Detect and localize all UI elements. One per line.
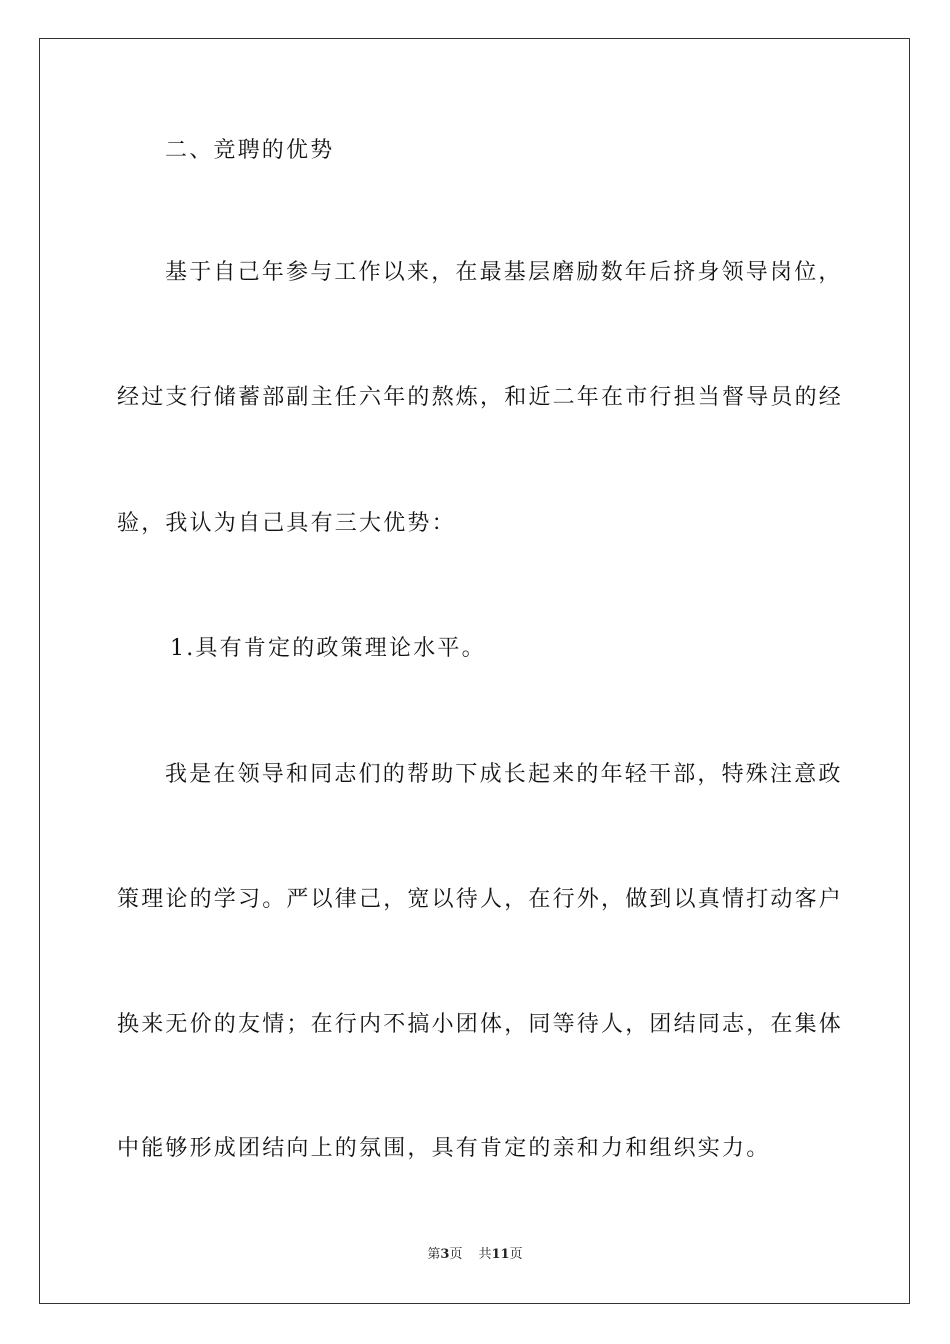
page-suffix: 页 [449, 1247, 463, 1262]
paragraph-line: 我是在领导和同志们的帮助下成长起来的年轻干部，特殊注意政 [165, 762, 843, 787]
total-prefix: 共 [478, 1247, 492, 1262]
page-number: 3 [440, 1247, 450, 1262]
paragraph-line: 经过支行储蓄部副主任六年的熬炼，和近二年在市行担当督导员的经 [117, 385, 844, 410]
paragraph-line: 换来无价的友情；在行内不搞小团体，同等待人，团结同志，在集体 [117, 1012, 844, 1037]
total-suffix: 页 [509, 1247, 523, 1262]
page-footer [0, 1246, 950, 1264]
paragraph-line: 策理论的学习。严以律己，宽以待人，在行外，做到以真情打动客户 [117, 887, 844, 912]
page-prefix: 第 [427, 1247, 441, 1262]
paragraph-line: 验，我认为自己具有三大优势： [117, 511, 456, 536]
list-item: 1.具有肯定的政策理论水平。 [170, 636, 486, 661]
section-heading: 二、竞聘的优势 [165, 138, 335, 163]
paragraph-line: 中能够形成团结向上的氛围，具有肯定的亲和力和组织实力。 [117, 1136, 771, 1161]
paragraph-line: 基于自己年参与工作以来，在最基层磨励数年后挤身领导岗位， [165, 260, 843, 285]
total-pages: 11 [491, 1247, 510, 1262]
page-border [39, 38, 910, 1304]
